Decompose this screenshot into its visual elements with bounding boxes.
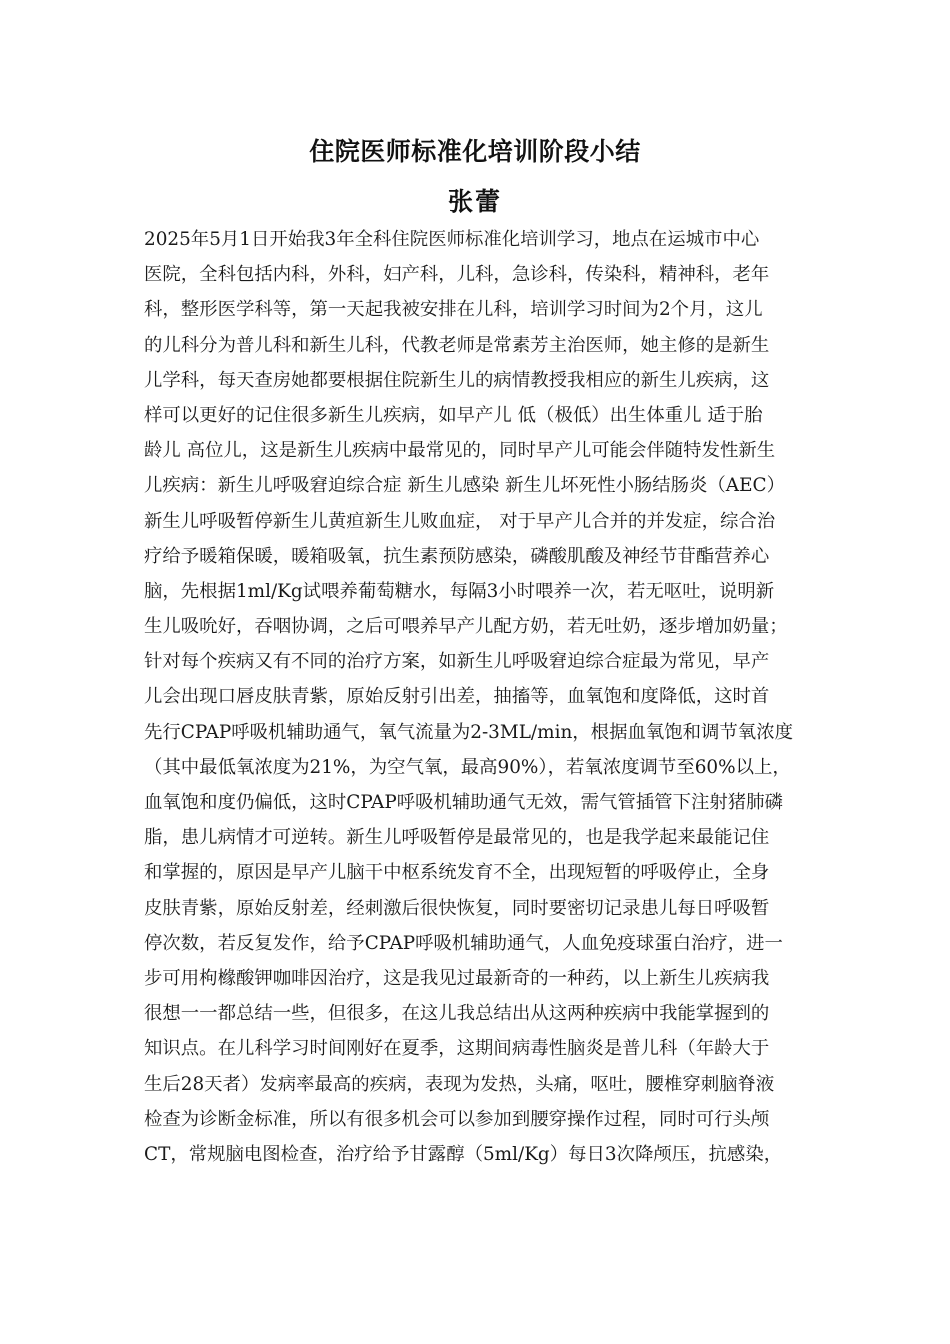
body-line: 疗给予暖箱保暖，暖箱吸氧，抗生素预防感染，磷酸肌酸及神经节苷酯营养心: [144, 545, 770, 567]
body-line: 2025年5月1日开始我3年全科住院医师标准化培训学习，地点在运城市中心: [144, 229, 760, 250]
body-line: 脂，患儿病情才可逆转。新生儿呼吸暂停是最常见的，也是我学起来最能记住: [144, 827, 770, 849]
body-line: 的儿科分为普儿科和新生儿科，代教老师是常素芳主治医师，她主修的是新生: [144, 334, 770, 356]
body-line: 停次数，若反复发作，给予CPAP呼吸机辅助通气，人血免疫球蛋白治疗，进一: [144, 932, 783, 954]
body-line: 血氧饱和度仍偏低，这时CPAP呼吸机辅助通气无效，需气管插管下注射猪肺磷: [144, 792, 783, 813]
document-body: [144, 222, 808, 1172]
body-line: 脑，先根据1ml/Kg试喂养葡萄糖水，每隔3小时喂养一次，若无呕吐，说明新: [144, 580, 775, 602]
body-line: 新生儿呼吸暂停新生儿黄疸新生儿败血症， 对于早产儿合并的并发症，综合治: [144, 510, 776, 532]
document-author: 张蕾: [447, 187, 502, 216]
body-line: 样可以更好的记住很多新生儿疾病，如早产儿 低（极低）出生体重儿 适于胎: [144, 404, 763, 426]
body-line: 龄儿 高位儿，这是新生儿疾病中最常见的，同时早产儿可能会伴随特发性新生: [144, 440, 776, 462]
body-line: 生儿吸吮好，吞咽协调，之后可喂养早产儿配方奶，若无吐奶，逐步增加奶量；: [144, 616, 788, 638]
body-line: 检查为诊断金标准，所以有很多机会可以参加到腰穿操作过程，同时可行头颅: [144, 1108, 770, 1130]
body-line: 科，整形医学科等，第一天起我被安排在儿科，培训学习时间为2个月，这儿: [144, 299, 763, 321]
body-line: 步可用枸橼酸钾咖啡因治疗，这是我见过最新奇的一种药，以上新生儿疾病我: [144, 967, 770, 989]
body-line: 儿学科，每天查房她都要根据住院新生儿的病情教授我相应的新生儿疾病，这: [144, 369, 770, 391]
body-line: 皮肤青紫，原始反射差，经刺激后很快恢复，同时要密切记录患儿每日呼吸暂: [144, 897, 770, 919]
body-line: 针对每个疾病又有不同的治疗方案，如新生儿呼吸窘迫综合症最为常见，早产: [144, 651, 770, 673]
body-line: 医院，全科包括内科，外科，妇产科，儿科，急诊科，传染科，精神科，老年: [144, 264, 770, 286]
body-line: 和掌握的，原因是早产儿脑干中枢系统发育不全，出现短暂的呼吸停止，全身: [144, 862, 770, 884]
body-line: 很想一一都总结一些，但很多，在这儿我总结出从这两种疾病中我能掌握到的: [144, 1003, 770, 1025]
body-line: 儿会出现口唇皮肤青紫，原始反射引出差，抽搐等，血氧饱和度降低，这时首: [144, 686, 770, 708]
body-line: 生后28天者）发病率最高的疾病，表现为发热，头痛，呕吐，腰椎穿刺脑脊液: [144, 1073, 775, 1095]
body-line: 先行CPAP呼吸机辅助通气，氧气流量为2-3ML/min，根据血氧饱和调节氧浓度: [144, 721, 793, 743]
body-line: 儿疾病：新生儿呼吸窘迫综合症 新生儿感染 新生儿坏死性小肠结肠炎（AEC）: [144, 475, 785, 497]
body-line: （其中最低氧浓度为21%，为空气氧，最高90%），若氧浓度调节至60%以上，: [144, 756, 791, 778]
body-line: CT，常规脑电图检查，治疗给予甘露醇（5ml/Kg）每日3次降颅压，抗感染，: [144, 1143, 783, 1165]
document-title: 住院医师标准化培训阶段小结: [309, 137, 641, 166]
body-line: 知识点。在儿科学习时间刚好在夏季，这期间病毒性脑炎是普儿科（年龄大于: [144, 1038, 770, 1060]
